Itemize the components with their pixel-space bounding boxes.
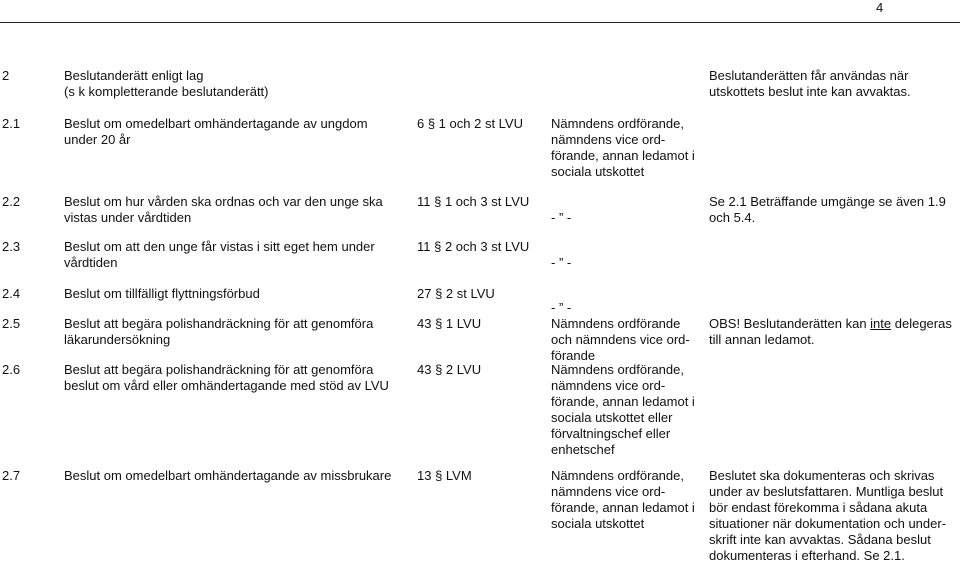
row-note [709,468,946,564]
note-underlined: inte [870,316,892,331]
row-law: 6 § 1 och 2 st LVU [417,116,523,131]
row-who-line: nämndens vice ord- [551,484,666,499]
row-text-line: Beslut om omedelbart omhändertagande av ungdom [64,116,368,131]
row-note-line: och 5.4. [709,210,756,225]
row-note-line: skrift inte kan avvaktas. Sådana beslut [709,532,931,547]
row-text-line: läkarundersökning [64,332,171,347]
row-text-line: under 20 år [64,132,131,147]
row-who-line: Nämndens ordförande, [551,468,684,483]
row-law: 11 § 2 och 3 st LVU [417,239,530,254]
row-note-line: situationer när dokumentation och under- [709,516,947,531]
row-note-line [709,316,952,332]
row-note-line: dokumenteras i efterhand. Se 2.1. [709,548,905,563]
row-number: 2.5 [2,316,21,331]
section-number: 2 [2,68,10,83]
row-text-line: Beslut att begära polishandräckning för att genomföra [64,362,374,377]
section-title [64,68,269,100]
row-number: 2.3 [2,239,21,254]
row-note-line: under av beslutsfattaren. Muntliga beslut [709,484,944,499]
row-number: 2.4 [2,286,21,301]
section-note [709,68,911,100]
header-rule [0,22,960,23]
row-who-line: sociala utskottet eller [551,410,673,425]
row-text-line: vårdtiden [64,255,118,270]
note-text: OBS! Beslutanderätten kan [709,316,871,331]
row-note-line: Beslutet ska dokumenteras och skrivas [709,468,935,483]
row-note [709,316,952,348]
row-law: 11 § 1 och 3 st LVU [417,194,530,209]
row-who-line: nämndens vice ord- [551,378,666,393]
row-text-line: Beslut om hur vården ska ordnas och var den unge ska [64,194,383,209]
row-note-line: till annan ledamot. [709,332,815,347]
row-who-line: sociala utskottet [551,164,645,179]
section-title-line: (s k kompletterande beslutanderätt) [64,84,269,99]
row-decision-maker: - ” - [551,300,572,315]
row-note [709,194,946,226]
row-number: 2.6 [2,362,21,377]
row-who-line: Nämndens ordförande, [551,116,684,131]
row-who-line: förvaltningschef eller [551,426,671,441]
row-who-line: förande, annan ledamot i [551,148,695,163]
row-law: 43 § 1 LVU [417,316,482,331]
row-who-line: och nämndens vice ord- [551,332,690,347]
section-note-line: utskottets beslut inte kan avvaktas. [709,84,911,99]
row-text [64,362,389,394]
row-text [64,116,368,148]
row-text [64,194,383,226]
row-who-line: Nämndens ordförande, [551,362,684,377]
row-law: 43 § 2 LVU [417,362,482,377]
row-who-line: förande, annan ledamot i [551,394,695,409]
row-number: 2.7 [2,468,21,483]
row-who-line: förande [551,348,596,363]
row-text-line: vistas under vårdtiden [64,210,192,225]
row-text-line: beslut om vård eller omhändertagande med stöd av LVU [64,378,389,393]
row-note-line: Se 2.1 Beträffande umgänge se även 1.9 [709,194,946,209]
row-text [64,316,373,348]
row-decision-maker: - ” - [551,255,572,270]
row-law: 27 § 2 st LVU [417,286,495,301]
row-text [64,239,375,271]
row-text-line: Beslut om att den unge får vistas i sitt eget hem under [64,239,375,254]
page-number: 4 [876,0,884,15]
row-decision-maker [551,316,690,364]
row-number: 2.2 [2,194,21,209]
row-who-line: förande, annan ledamot i [551,500,695,515]
row-decision-maker [551,468,695,532]
row-who-line: nämndens vice ord- [551,132,666,147]
row-text-line: Beslut att begära polishandräckning för att genomföra [64,316,374,331]
row-who-line: Nämndens ordförande [551,316,681,331]
row-decision-maker [551,116,695,180]
row-note-line: bör endast förekomma i sådana akuta [709,500,928,515]
note-text: delegeras [891,316,952,331]
section-note-line: Beslutanderätten får användas när [709,68,909,83]
row-who-line: sociala utskottet [551,516,645,531]
row-text: Beslut om omedelbart omhändertagande av missbrukare [64,468,392,483]
row-decision-maker: - ” - [551,210,572,225]
row-law: 13 § LVM [417,468,472,483]
section-title-line: Beslutanderätt enligt lag [64,68,204,83]
row-text: Beslut om tillfälligt flyttningsförbud [64,286,260,301]
row-number: 2.1 [2,116,21,131]
row-decision-maker [551,362,695,458]
row-who-line: enhetschef [551,442,615,457]
